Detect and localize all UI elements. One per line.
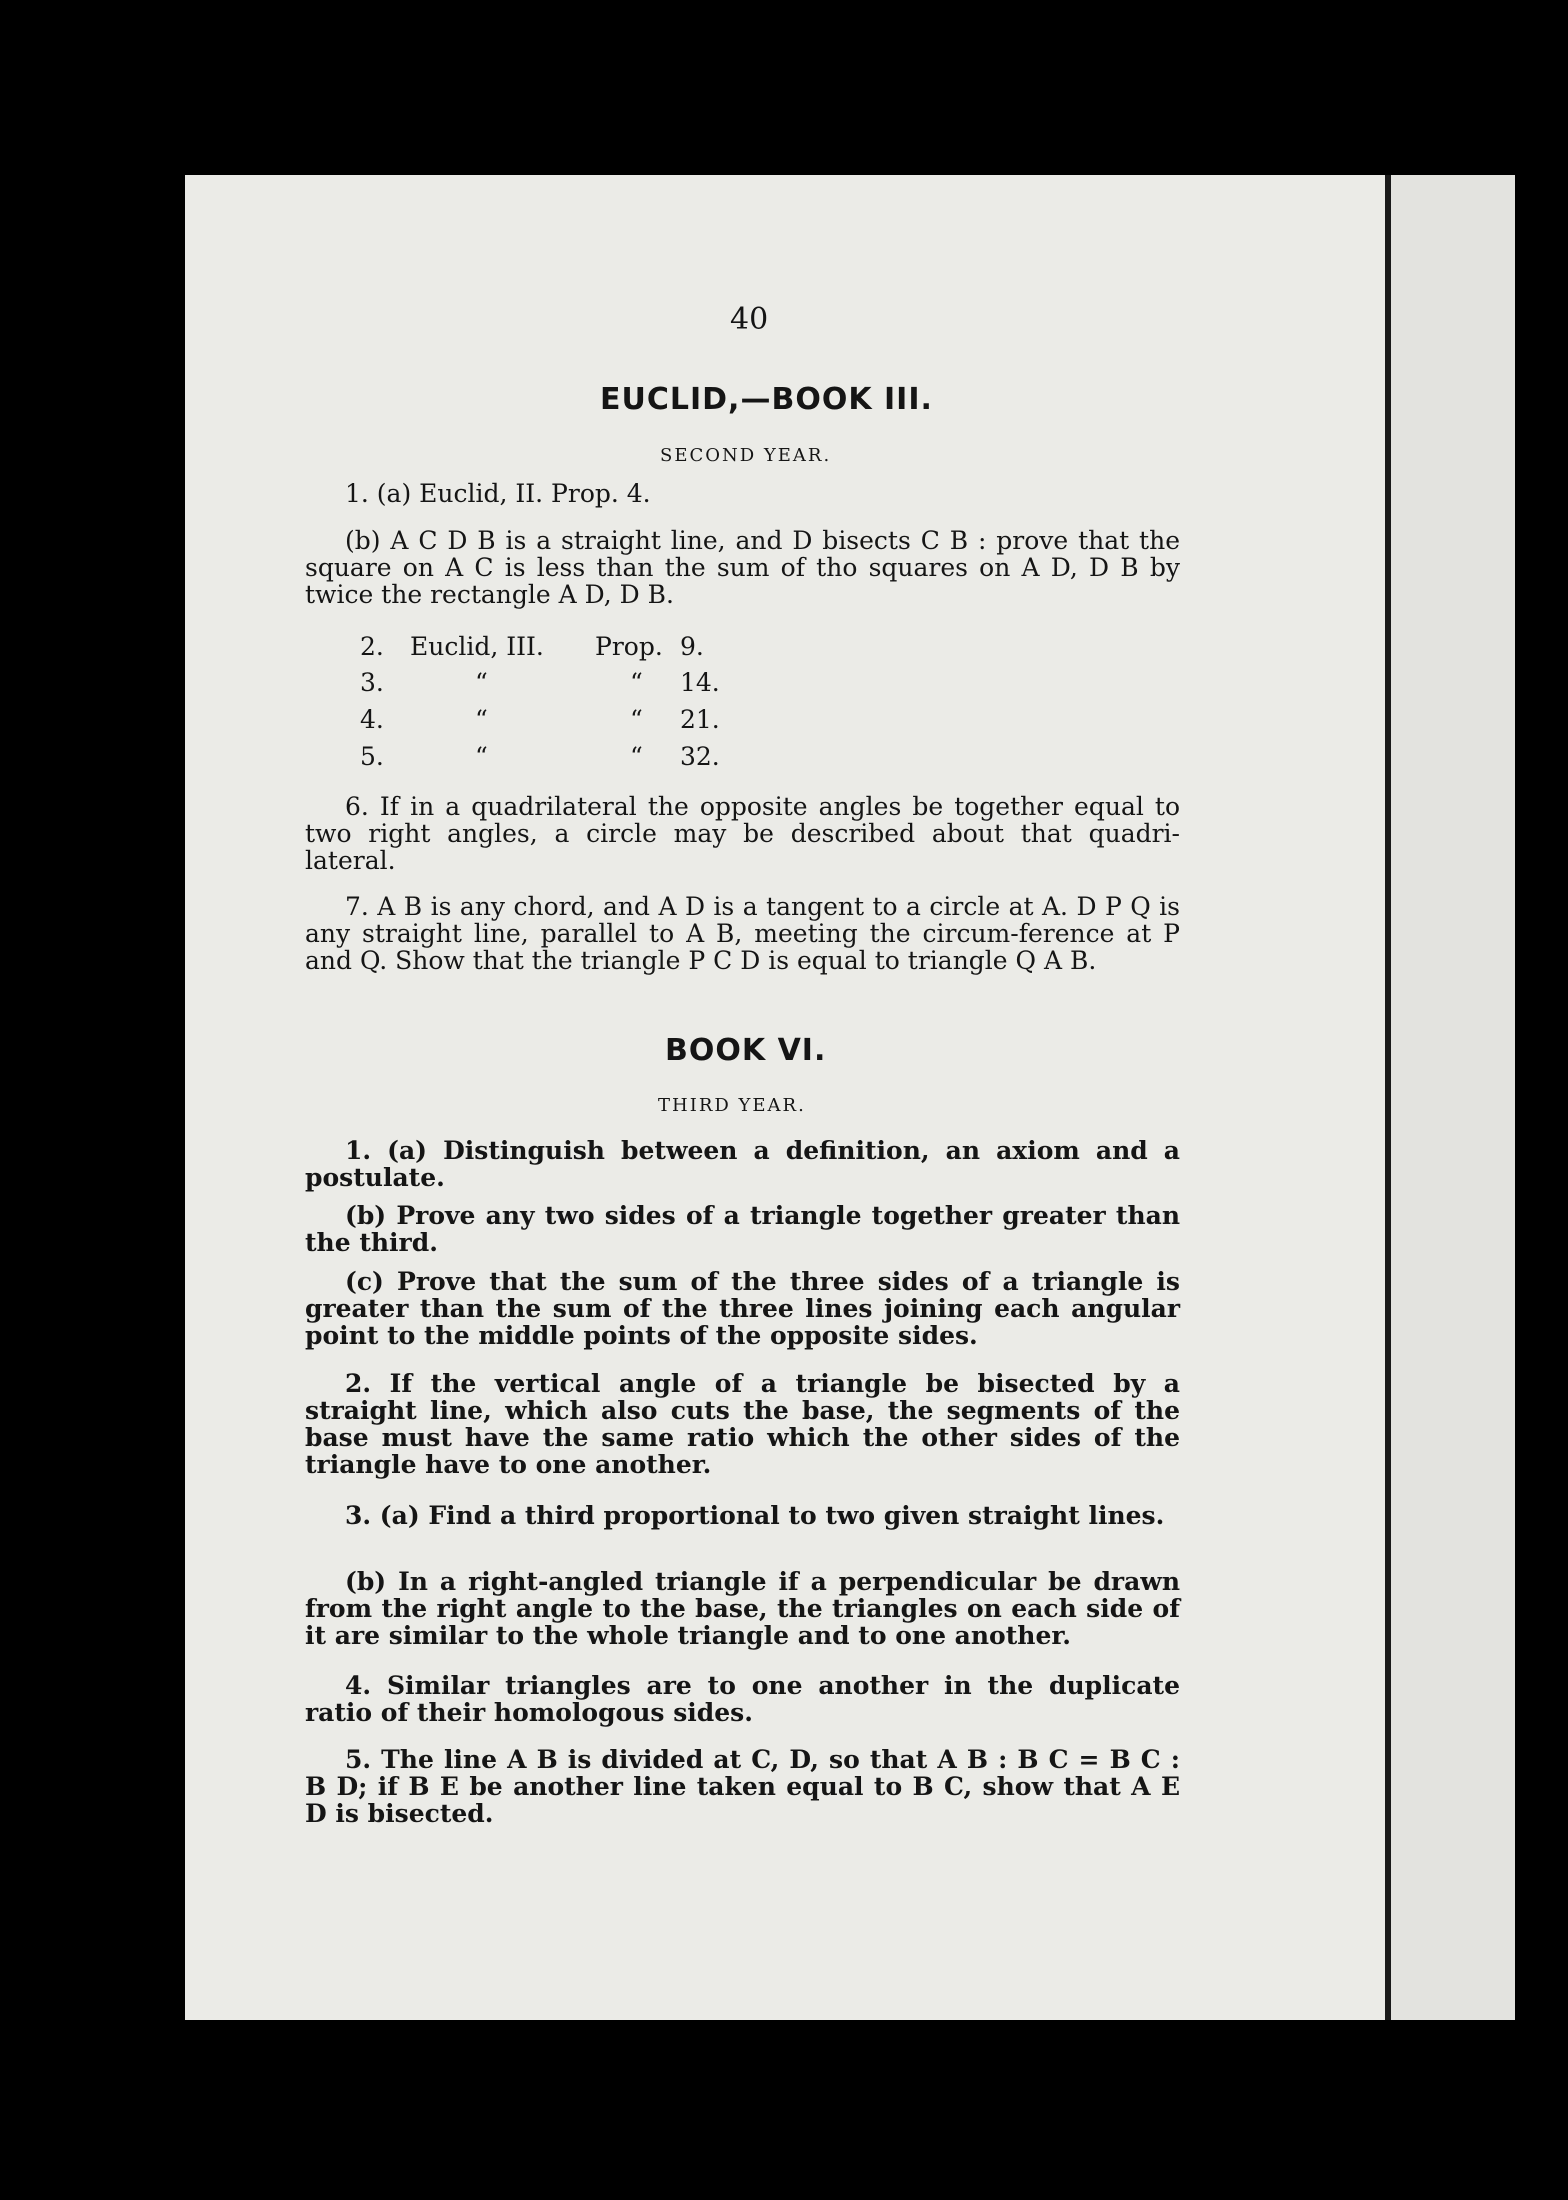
page-number: 40 bbox=[730, 302, 769, 337]
page-paper bbox=[185, 175, 1515, 2020]
question-3b: (b) In a right-angled triangle if a perpendicular be drawn from the right angle to the base, the triangles on each side of it are similar to the whole triangle and to one another. bbox=[305, 1567, 1180, 1650]
list-book: “ bbox=[475, 668, 488, 697]
list-num: 3. bbox=[360, 668, 384, 697]
question-1a: 1. (a) Distinguish between a definition, an axiom and a postulate. bbox=[305, 1136, 1180, 1192]
list-value: 9. bbox=[680, 632, 704, 661]
question-5: 5. The line A B is divided at C, D, so that A B : B C = B C : B D; if B E be another line taken equal to B C, show that A E D is bisected. bbox=[305, 1745, 1180, 1828]
list-prop: “ bbox=[630, 668, 643, 697]
list-prop: “ bbox=[630, 742, 643, 771]
list-value: 14. bbox=[680, 668, 720, 697]
list-num: 5. bbox=[360, 742, 384, 771]
question-3a: 3. (a) Find a third proportional to two given straight lines. bbox=[345, 1501, 1165, 1530]
section-title-book-iii: EUCLID,—BOOK III. bbox=[600, 382, 933, 417]
list-prop: Prop. bbox=[595, 632, 663, 661]
list-value: 32. bbox=[680, 742, 720, 771]
list-value: 21. bbox=[680, 705, 720, 734]
question-1b: (b) Prove any two sides of a triangle together greater than the third. bbox=[305, 1201, 1180, 1257]
list-book: Euclid, III. bbox=[410, 632, 544, 661]
question-1c: (c) Prove that the sum of the three sides of a triangle is greater than the sum of the three lines joining each angular point to the middle points of the opposite sides. bbox=[305, 1267, 1180, 1350]
question-2: 2. If the vertical angle of a triangle be bisected by a straight line, which also cuts the base, the segments of the base must have the same ratio which the other sides of the triangle have to one another. bbox=[305, 1369, 1180, 1479]
list-num: 4. bbox=[360, 705, 384, 734]
list-book: “ bbox=[475, 742, 488, 771]
question-1b: (b) A C D B is a straight line, and D bisects C B : prove that the square on A C is less than the sum of tho squares on A D, D B by twice the rectangle A D, D B. bbox=[305, 526, 1180, 609]
question-1a: 1. (a) Euclid, II. Prop. 4. bbox=[345, 479, 651, 508]
list-prop: “ bbox=[630, 705, 643, 734]
question-6: 6. If in a quadrilateral the opposite angles be together equal to two right angles, a circle may be described about that quadri-lateral. bbox=[305, 792, 1180, 875]
section-subtitle-second-year: SECOND YEAR. bbox=[660, 445, 832, 466]
question-7: 7. A B is any chord, and A D is a tangent to a circle at A. D P Q is any straight line, parallel to A B, meeting the circum-ference at P and Q. Show that the triangle P C D is equal to triangle Q A B. bbox=[305, 892, 1180, 975]
section-subtitle-third-year: THIRD YEAR. bbox=[658, 1095, 806, 1116]
section-title-book-vi: BOOK VI. bbox=[665, 1033, 827, 1068]
list-book: “ bbox=[475, 705, 488, 734]
facing-page-edge bbox=[1391, 175, 1515, 2020]
list-num: 2. bbox=[360, 632, 384, 661]
question-4: 4. Similar triangles are to one another in the duplicate ratio of their homologous sides. bbox=[305, 1671, 1180, 1727]
